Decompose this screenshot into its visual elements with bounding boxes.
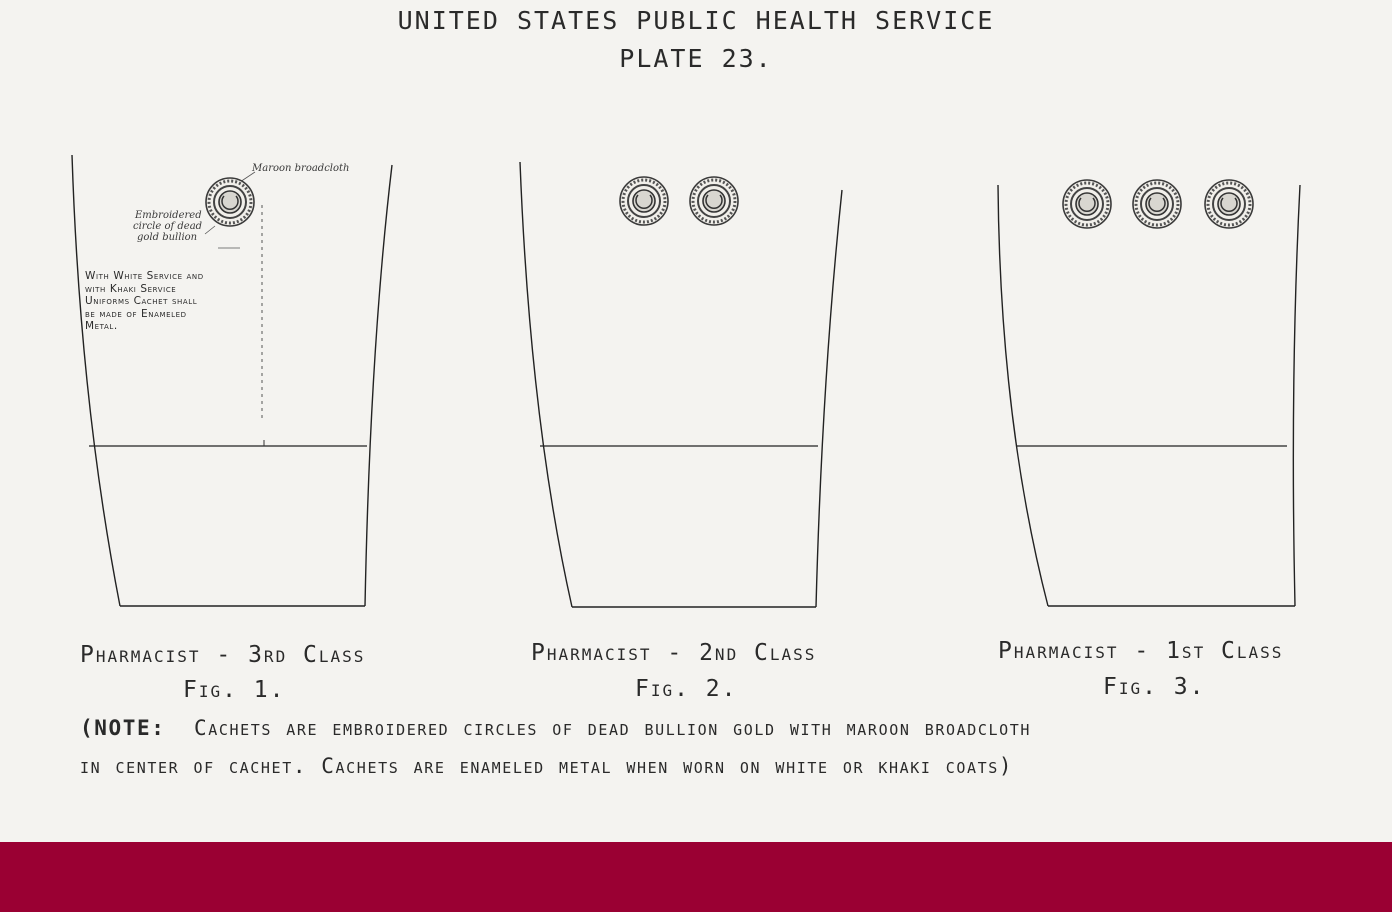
fig3-label: Fig. 3. — [1103, 674, 1206, 700]
embroidered-label-1: Embroidered — [135, 210, 202, 221]
instruction-line-2: with Khaki Service — [85, 282, 177, 295]
footer-band — [0, 842, 1392, 912]
fig3-title: Pharmacist - 1st Class — [998, 638, 1284, 664]
note-lead: (NOTE: — [80, 716, 166, 740]
note-line-2: in center of cachet. Cachets are enameled metal when worn on white or khaki coats) — [80, 754, 1014, 778]
fig2-label: Fig. 2. — [635, 676, 738, 702]
sleeve-fig2 — [520, 162, 842, 607]
instruction-line-1: With White Service and — [85, 270, 204, 282]
fig1-title: Pharmacist - 3rd Class — [80, 642, 366, 668]
note-line-1-text: Cachets are embroidered circles of dead bullion gold with maroon broadcloth — [193, 716, 1032, 740]
cachet-fig3-3 — [1205, 180, 1253, 228]
cachet-fig3-2 — [1133, 180, 1181, 228]
fig1-label: Fig. 1. — [183, 677, 286, 703]
cachet-fig2-2 — [690, 177, 738, 225]
sleeve-fig1 — [72, 155, 392, 606]
fig2-title: Pharmacist - 2nd Class — [531, 640, 817, 666]
cachet-fig2-1 — [620, 177, 668, 225]
instruction-line-4: be made of Enameled — [85, 307, 187, 320]
note-line-1 — [80, 716, 1031, 740]
maroon-broadcloth-label: Maroon broadcloth — [252, 163, 350, 174]
embroidered-label-2: circle of dead — [133, 221, 203, 232]
cachet-fig1-1 — [206, 178, 254, 226]
cachet-fig3-1 — [1063, 180, 1111, 228]
instruction-line-3: Uniforms Cachet shall — [85, 295, 198, 307]
sleeve-fig3 — [998, 180, 1300, 606]
instruction-note — [85, 270, 204, 333]
instruction-line-5: Metal. — [85, 320, 118, 332]
plate-header-line1: UNITED STATES PUBLIC HEALTH SERVICE — [397, 6, 995, 35]
plate-header-line2: PLATE 23. — [619, 44, 773, 73]
embroidered-label-3: gold bullion — [137, 232, 198, 243]
